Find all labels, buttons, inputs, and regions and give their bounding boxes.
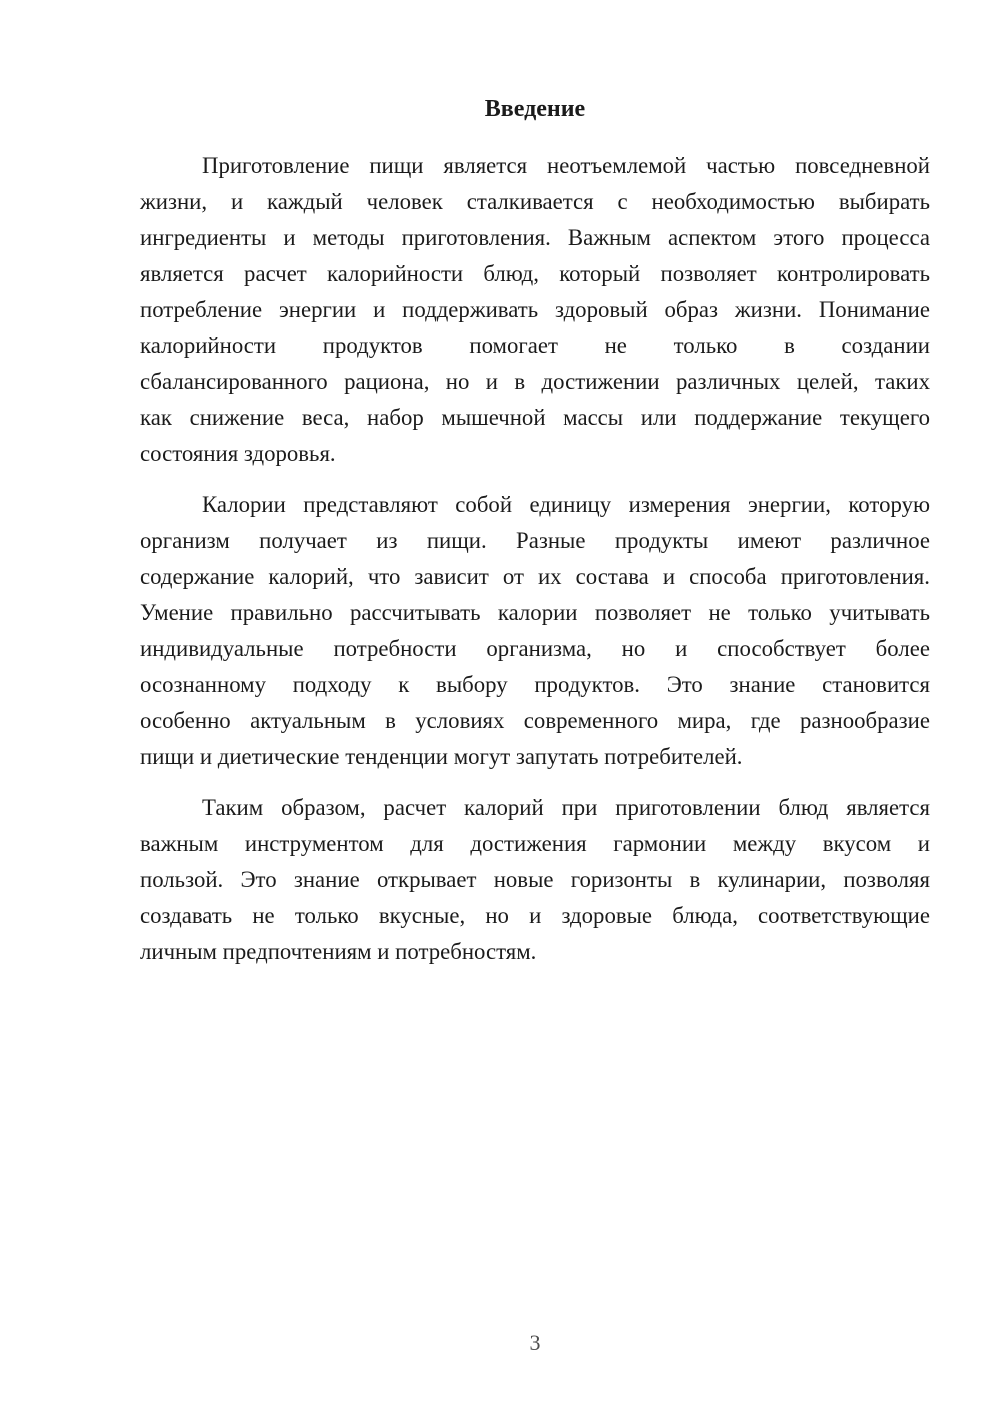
paragraph-line: индивидуальные потребности организма, но и способствует более (140, 636, 930, 661)
paragraph (140, 790, 930, 970)
paragraph-line: ингредиенты и методы приготовления. Важным аспектом этого процесса (140, 225, 930, 250)
paragraph-line: Приготовление пищи является неотъемлемой частью повседневной (202, 153, 930, 178)
paragraph-line: пользой. Это знание открывает новые горизонты в кулинарии, позволяя (140, 867, 930, 892)
document-title: Введение (484, 96, 586, 122)
paragraph-line: Таким образом, расчет калорий при приготовлении блюд является (202, 795, 930, 820)
paragraph-line: калорийности продуктов помогает не только в создании (140, 333, 930, 358)
paragraph-line: является расчет калорийности блюд, который позволяет контролировать (140, 261, 930, 286)
paragraph-line: осознанному подходу к выбору продуктов. Это знание становится (140, 672, 930, 697)
paragraph-line: потребление энергии и поддерживать здоровый образ жизни. Понимание (140, 297, 930, 322)
paragraph-line: сбалансированного рациона, но и в достижении различных целей, таких (140, 369, 930, 394)
paragraph (140, 487, 930, 775)
paragraph-line: Калории представляют собой единицу измерения энергии, которую (202, 492, 930, 517)
paragraph-line: содержание калорий, что зависит от их состава и способа приготовления. (140, 564, 930, 589)
paragraph (140, 148, 930, 472)
paragraph-line: состояния здоровья. (140, 441, 336, 466)
paragraph-line: Умение правильно рассчитывать калории позволяет не только учитывать (140, 600, 930, 625)
page-number: 3 (529, 1330, 541, 1355)
paragraph-line: личным предпочтениям и потребностям. (140, 939, 537, 964)
paragraph-line: пищи и диетические тенденции могут запутать потребителей. (140, 744, 743, 769)
paragraph-line: создавать не только вкусные, но и здоровые блюда, соответствующие (140, 903, 930, 928)
paragraph-line: организм получает из пищи. Разные продукты имеют различное (140, 528, 930, 553)
document-body (140, 148, 930, 985)
paragraph-line: важным инструментом для достижения гармонии между вкусом и (140, 831, 930, 856)
paragraph-line: как снижение веса, набор мышечной массы или поддержание текущего (140, 405, 930, 430)
paragraph-line: жизни, и каждый человек сталкивается с необходимостью выбирать (140, 189, 930, 214)
paragraph-line: особенно актуальным в условиях современного мира, где разнообразие (140, 708, 930, 733)
